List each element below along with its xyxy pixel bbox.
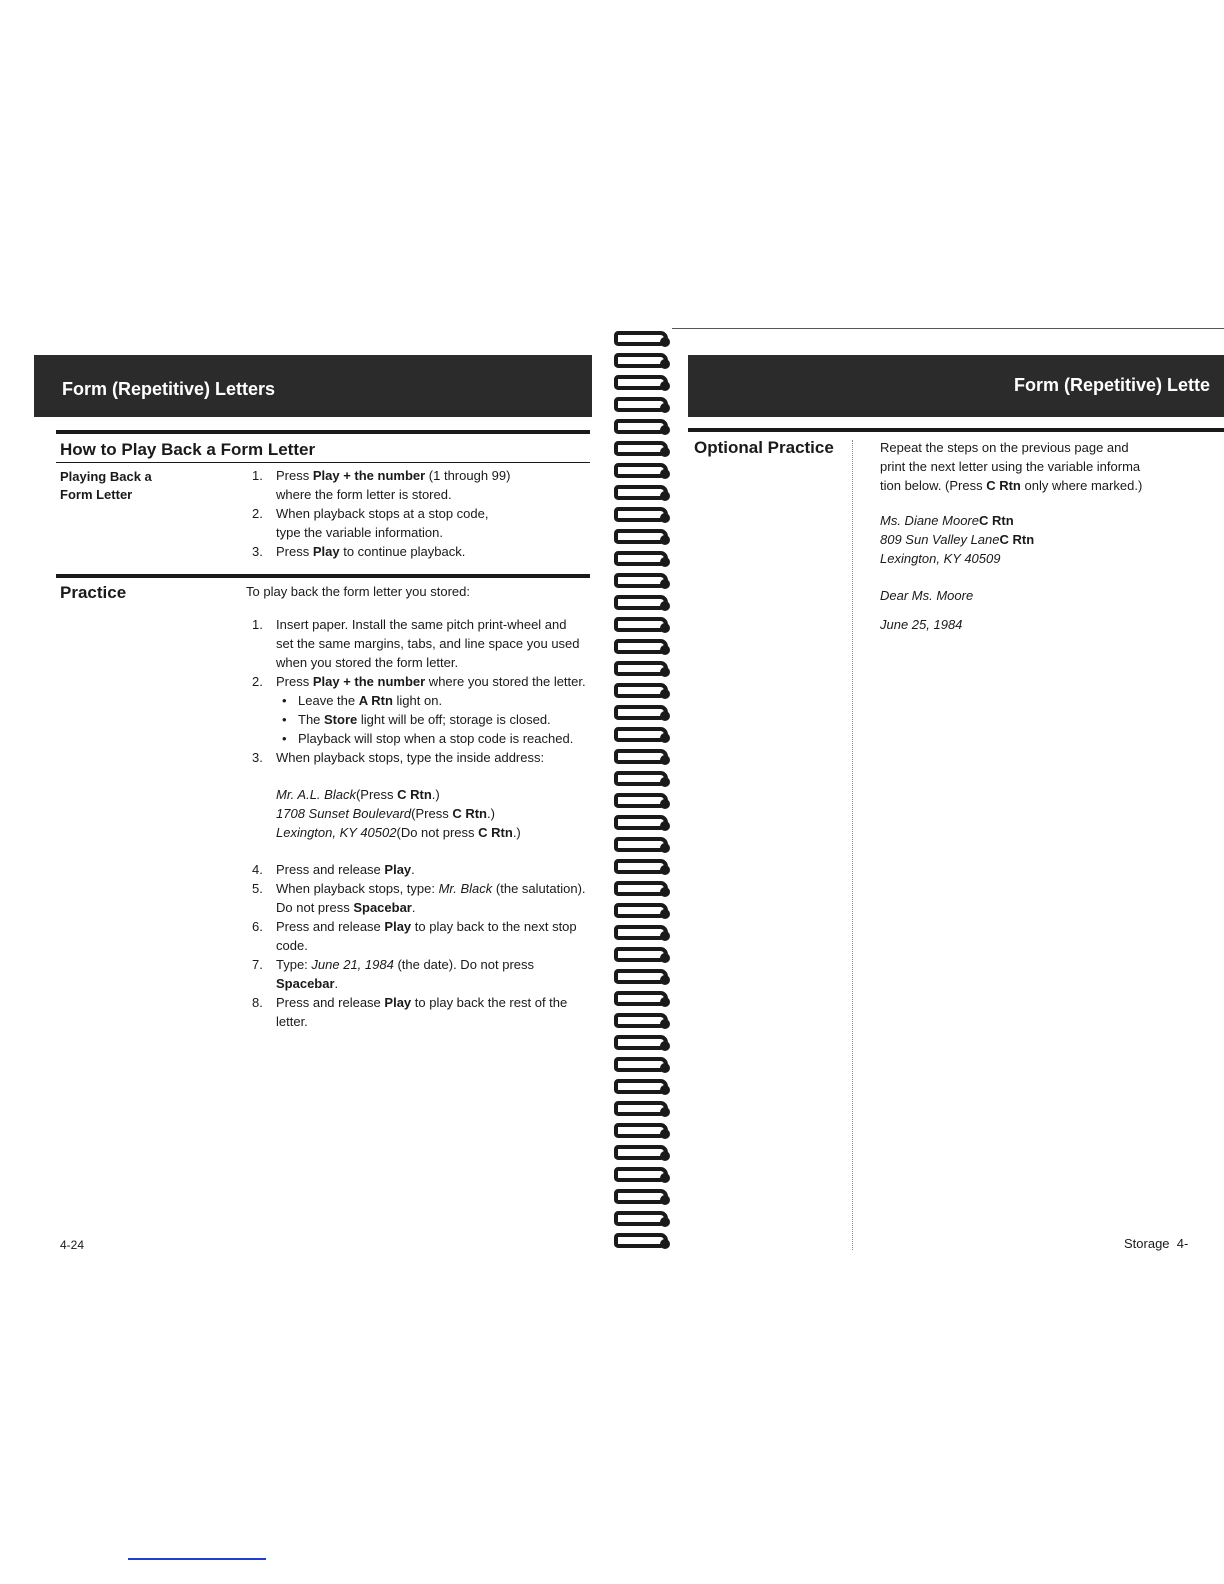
spiral-ring: [614, 397, 668, 412]
side-heading-playing-back: Playing Back a Form Letter: [60, 469, 152, 502]
spiral-ring: [614, 463, 668, 478]
practice-body: [246, 582, 586, 1031]
left-page-banner: [34, 355, 592, 417]
spiral-ring: [614, 705, 668, 720]
practice-step-2: 2. Press Play + the number where you stored the letter. • Leave the A Rtn light on. • The Store light will be off; storage is closed. • Playback will stop when a stop code is reached.: [246, 672, 586, 748]
practice-step-1: 1. Insert paper. Install the same pitch print-wheel and set the same margins, tabs, and line space you used when you stored the form letter.: [252, 617, 580, 670]
spiral-ring: [614, 925, 668, 940]
spiral-ring: [614, 1189, 668, 1204]
practice-step-8: 8. Press and release Play to play back the rest of the letter.: [252, 995, 568, 1029]
practice-step-5: 5. When playback stops, type: Mr. Black (the salutation). Do not press Spacebar.: [252, 881, 586, 915]
spiral-ring: [614, 1211, 668, 1226]
spiral-ring: [614, 617, 668, 632]
salutation: Dear Ms. Moore: [880, 588, 974, 603]
spiral-ring: [614, 1057, 668, 1072]
left-page-number: 4-24: [60, 1238, 85, 1252]
optional-practice-title: Optional Practice: [694, 438, 834, 457]
spiral-ring: [614, 1101, 668, 1116]
spiral-ring: [614, 573, 668, 588]
address-line: 809 Sun Valley LaneC Rtn: [880, 532, 1035, 547]
spiral-ring: [614, 771, 668, 786]
spiral-ring: [614, 859, 668, 874]
spiral-ring: [614, 353, 668, 368]
spiral-ring: [614, 881, 668, 896]
bullet-item: • The Store light will be off; storage is closed.: [294, 710, 586, 729]
spiral-ring: [614, 1079, 668, 1094]
spiral-ring: [614, 441, 668, 456]
right-page-banner: [688, 355, 1224, 417]
spiral-ring: [614, 639, 668, 654]
section2-title: Practice: [60, 583, 127, 602]
spiral-ring: [614, 551, 668, 566]
optional-practice-rule: [688, 428, 1224, 432]
spiral-ring: [614, 529, 668, 544]
step-item: 1. Press Play + the number (1 through 99) where the form letter is stored.: [252, 468, 511, 502]
practice-step-6: 6. Press and release Play to play back to the next stop code.: [252, 919, 577, 953]
step-item: 3. Press Play to continue playback.: [252, 544, 466, 559]
bottom-link-underline: [128, 1558, 266, 1560]
address-line: Ms. Diane MooreC Rtn: [880, 513, 1014, 528]
spiral-ring: [614, 1145, 668, 1160]
spiral-ring: [614, 727, 668, 742]
practice-step-7: 7. Type: June 21, 1984 (the date). Do not press Spacebar.: [252, 957, 535, 991]
spiral-ring: [614, 749, 668, 764]
spiral-ring: [614, 903, 668, 918]
right-address: [880, 511, 1224, 568]
spiral-ring: [614, 661, 668, 676]
footer-label: Storage: [1124, 1236, 1170, 1251]
left-banner-title: Form (Repetitive) Letters: [62, 379, 276, 399]
footer-number: 4-: [1176, 1236, 1189, 1251]
spiral-ring: [614, 683, 668, 698]
section1-steps: [246, 466, 586, 561]
step-item: 2. When playback stops at a stop code, type the variable information.: [252, 506, 489, 540]
address-line: Lexington, KY 40509: [880, 551, 1001, 566]
bullet-item: • Leave the A Rtn light on.: [294, 691, 586, 710]
address-line: Lexington, KY 40502(Do not press C Rtn.): [276, 825, 521, 840]
section1-title: How to Play Back a Form Letter: [60, 440, 316, 459]
spiral-ring: [614, 419, 668, 434]
spiral-binding: [608, 325, 676, 1250]
spiral-ring: [614, 815, 668, 830]
letter-date: June 25, 1984: [880, 617, 963, 632]
spiral-ring: [614, 331, 668, 346]
section1-rule: [56, 430, 590, 434]
spiral-ring: [614, 1035, 668, 1050]
practice-step-3: 3. When playback stops, type the inside address:: [252, 750, 545, 765]
spiral-ring: [614, 375, 668, 390]
spiral-ring: [614, 507, 668, 522]
spiral-ring: [614, 1233, 668, 1248]
spiral-ring: [614, 793, 668, 808]
optional-practice-body: Repeat the steps on the previous page and print the next letter using the variable informa tion below. (Press C Rtn only where marked.) Ms. Diane MooreC Rtn 809 Sun Valley LaneC Rtn Lexington, KY 40509 Dear Ms. Moore June 25, 1984: [880, 438, 1224, 634]
spiral-ring: [614, 947, 668, 962]
practice-intro: To play back the form letter you stored:: [246, 584, 470, 599]
column-guide: [852, 440, 853, 1250]
spiral-ring: [614, 595, 668, 610]
spiral-ring: [614, 1013, 668, 1028]
bullet-item: • Playback will stop when a stop code is reached.: [294, 729, 586, 748]
address-line: 1708 Sunset Boulevard(Press C Rtn.): [276, 806, 495, 821]
right-page-footer: [1124, 1234, 1188, 1253]
practice-step-4: 4. Press and release Play.: [252, 862, 415, 877]
right-top-edge: [672, 328, 1224, 329]
spiral-ring: [614, 837, 668, 852]
spiral-ring: [614, 991, 668, 1006]
spiral-ring: [614, 485, 668, 500]
inside-address: [246, 785, 586, 842]
address-line: Mr. A.L. Black(Press C Rtn.): [276, 787, 440, 802]
spiral-ring: [614, 969, 668, 984]
right-banner-title: Form (Repetitive) Lette: [1013, 375, 1210, 395]
spiral-ring: [614, 1167, 668, 1182]
section2-rule: [56, 574, 590, 578]
spiral-ring: [614, 1123, 668, 1138]
section1-underline: [56, 462, 590, 463]
